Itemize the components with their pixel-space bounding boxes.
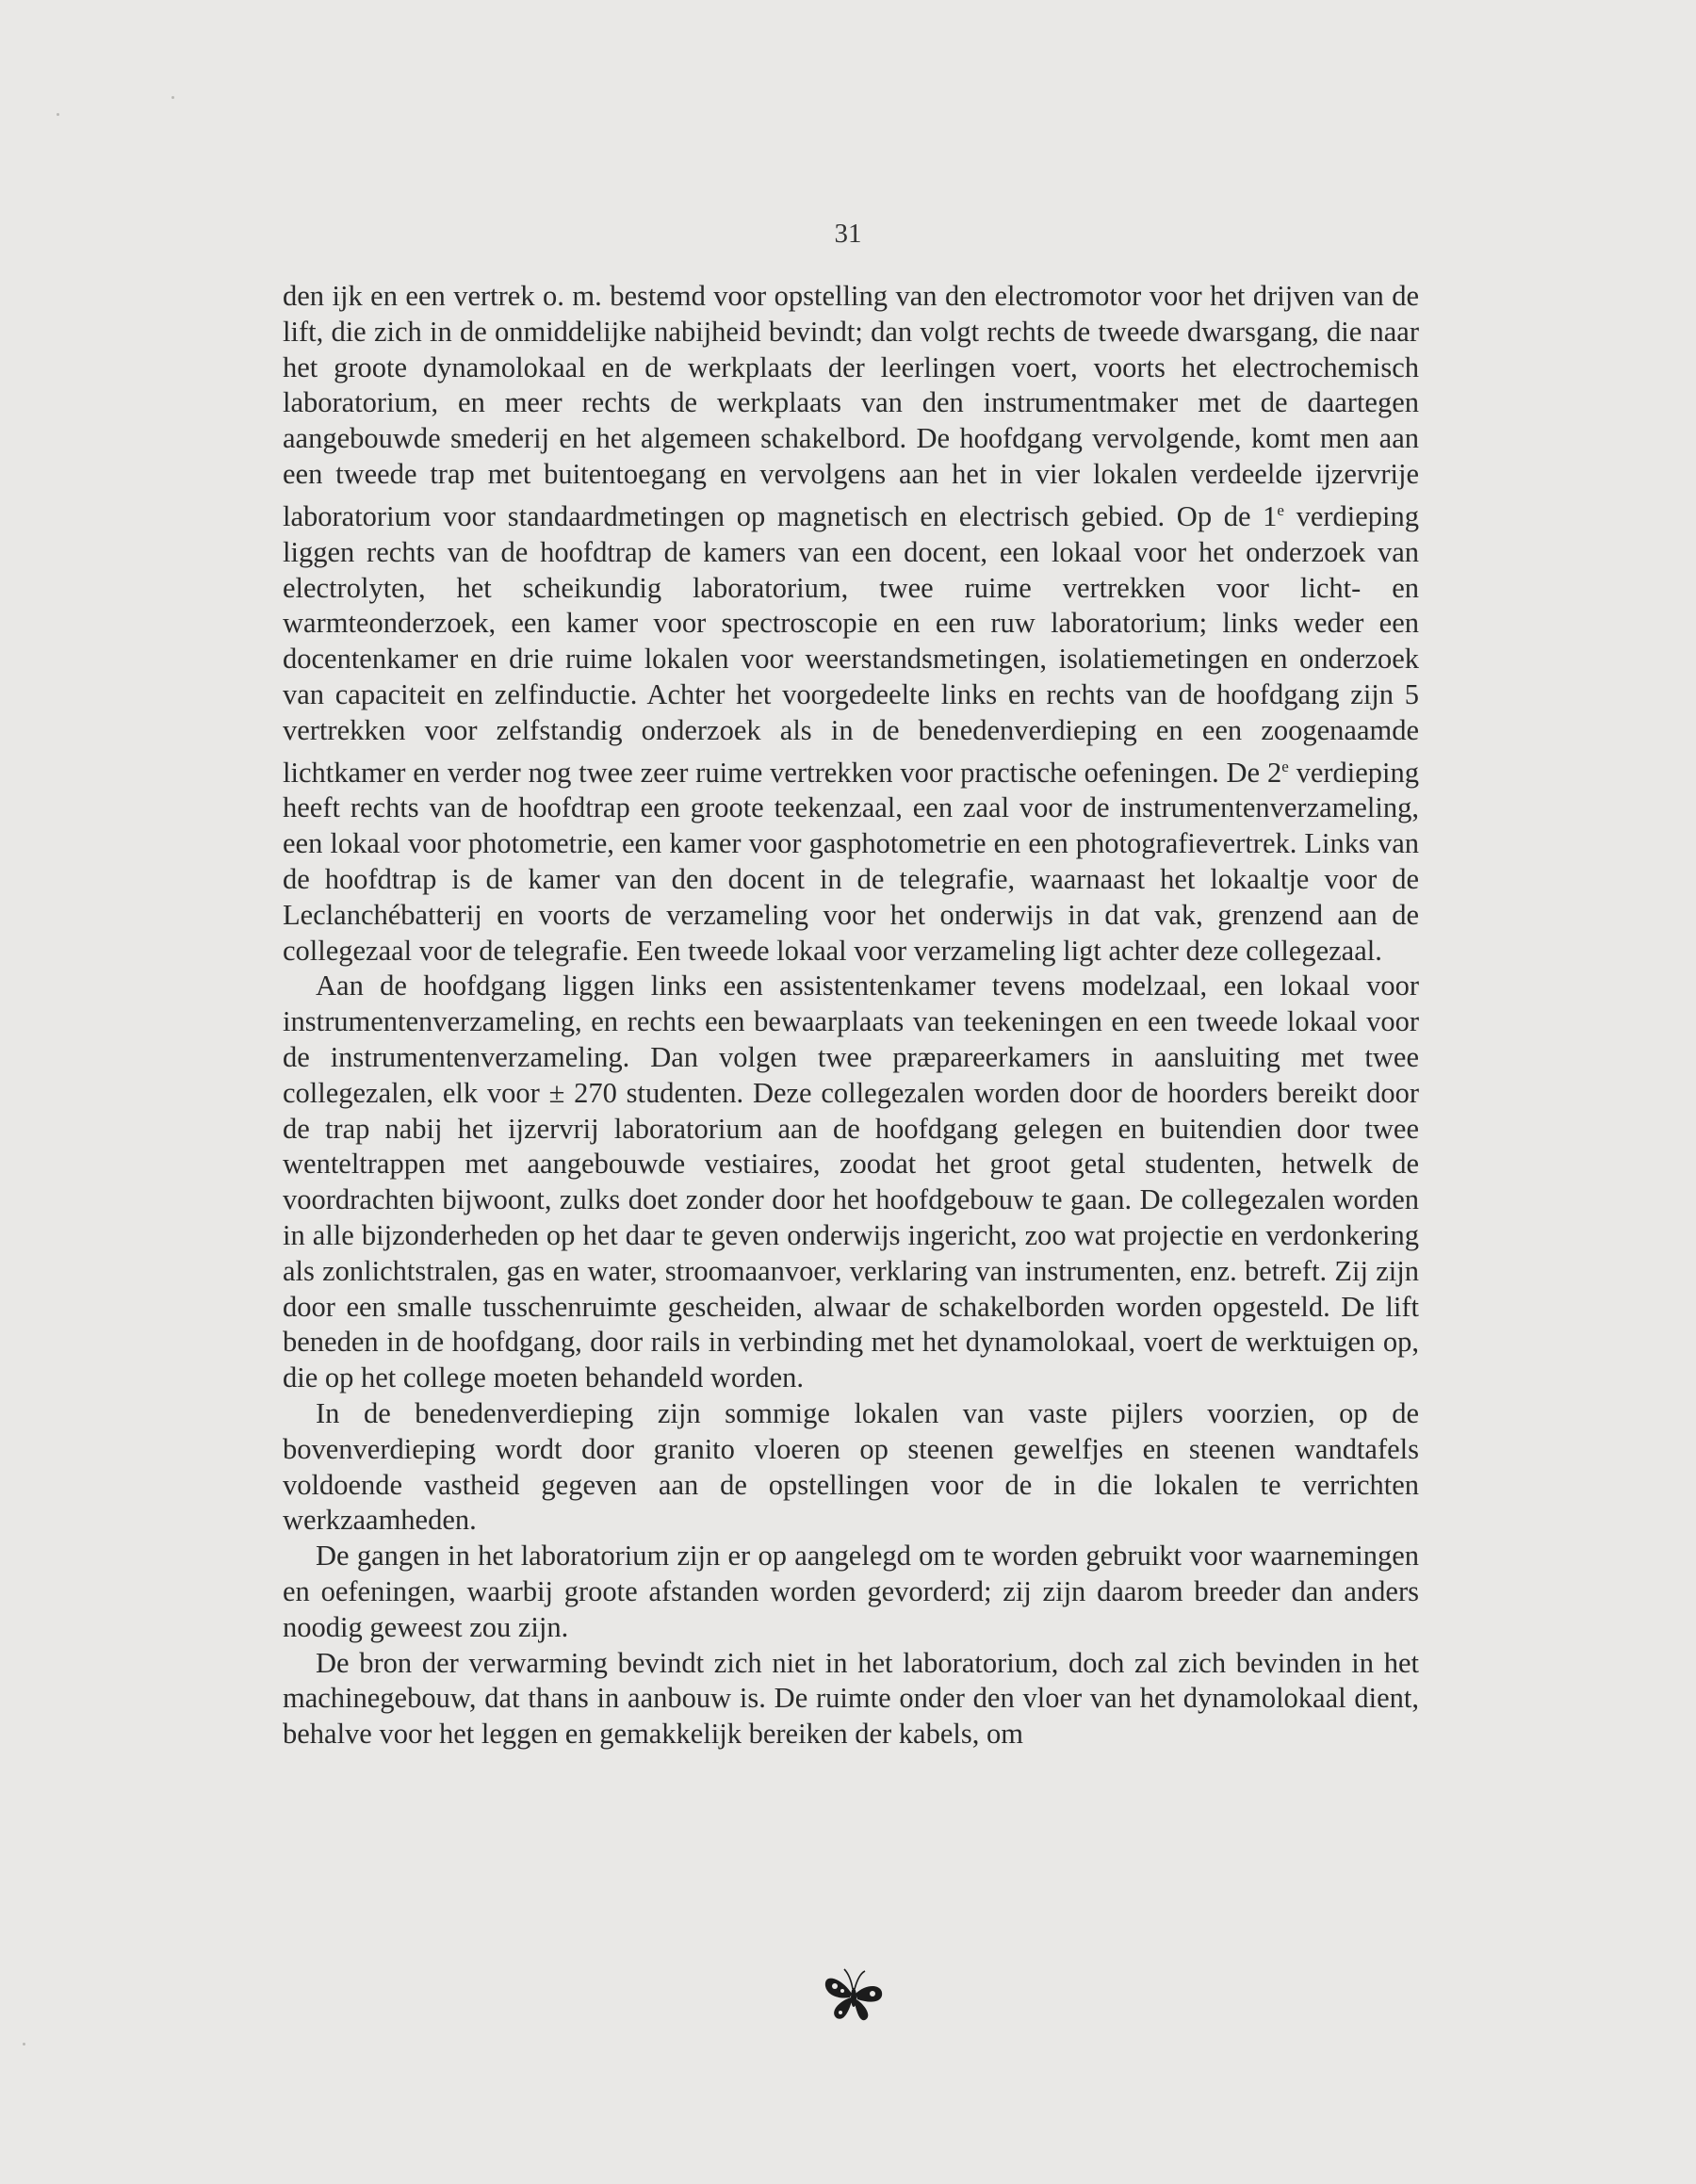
paper-speck [23, 2043, 25, 2045]
paragraph-3: In de benedenverdieping zijn sommige lokalen van vaste pijlers voorzien, op de bovenverdieping wordt door granito vloeren op steenen gewelfjes en steenen wandtafels voldoende vastheid gegeven aan de opstellingen voor de in die lokalen te verrichten werkzaamheden. [283, 1397, 1419, 1537]
paragraph-1-text-a: den ijk en een vertrek o. m. bestemd voor opstelling van den electromotor voor het drijven van de lift, die zich in de onmiddelijke nabijheid bevindt; dan volgt rechts de tweede dwarsgang, die naar het groote dynamolokaal en de werkplaats der leerlingen voert, voorts het electrochemisch laboratorium, en meer rechts de werkplaats van den instrumentmaker met de daartegen aangebouwde smederij en het algemeen schakelbord. De hoofdgang vervolgende, komt men aan een tweede trap met buitentoegang en vervolgens aan het in vier lokalen verdeelde ijzervrije laboratorium voor standaardmetingen op magnetisch en electrisch gebied. Op de [283, 280, 1419, 532]
paragraph-1-text-b: verdieping liggen rechts van de hoofdtrap de kamers van een docent, een lokaal voor het onderzoek van electrolyten, het scheikundig laboratorium, twee ruime vertrekken voor licht- en warmteonderzoek, een kamer voor spectroscopie en een ruw laboratorium; links weder een docentenkamer en drie ruime lokalen voor weerstandsmetingen, isolatiemetingen en onderzoek van capaciteit en zelfinductie. Achter het voorgedeelte links en rechts van de hoofdgang zijn 5 vertrekken voor zelfstandig onderzoek als in de benedenverdieping en een zoogenaamde lichtkamer en verder nog twee zeer ruime vertrekken voor practische oefeningen. De [283, 499, 1419, 789]
butterfly-icon [820, 1965, 888, 2024]
paper-speck [171, 96, 174, 99]
paragraph-4: De gangen in het laboratorium zijn er op aangelegd om te worden gebruikt voor waarnemingen en oefeningen, waarbij groote afstanden worden gevorderd; zij zijn daarom breeder dan anders noodig geweest zou zijn. [283, 1540, 1419, 1643]
paragraph-1 [283, 279, 1419, 969]
page-number: 31 [834, 219, 862, 249]
body-text [283, 279, 1419, 1752]
ordinal-superscript-first: e [1277, 500, 1284, 519]
paragraph-5: De bron der verwarming bevindt zich niet in het laboratorium, doch zal zich bevinden in het machinegebouw, dat thans in aanbouw is. De ruimte onder den vloer van het dynamolokaal dient, behalve voor het leggen en gemakkelijk bereiken der kabels, om [283, 1646, 1419, 1751]
ordinal-number: 1 [1263, 499, 1278, 532]
ordinal-number: 2 [1266, 756, 1282, 789]
paragraph-2: Aan de hoofdgang liggen links een assistentenkamer tevens modelzaal, een lokaal voor instrumentenverzameling, en rechts een bewaarplaats van teekeningen en een tweede lokaal voor de instrumentenverzameling. Dan volgen twee præpareerkamers in aansluiting met twee collegezalen, elk voor ± 270 studenten. Deze collegezalen worden door de hoorders bereikt door de trap nabij het ijzervrij laboratorium aan de hoofdgang gelegen en buitendien door twee wenteltrappen met aangebouwde vestiaires, zoodat het groot getal studenten, hetwelk de voordrachten bijwoont, zulks doet zonder door het hoofdgebouw te gaan. De collegezalen worden in alle bijzonderheden op het daar te geven onderwijs ingericht, zoo wat projectie en verdonkering als zonlichtstralen, gas en water, stroomaanvoer, verklaring van instrumenten, enz. betreft. Zij zijn door een smalle tusschenruimte gescheiden, alwaar de schakelborden worden opgesteld. De lift beneden in de hoofdgang, door rails in verbinding met het dynamolokaal, voert de werktuigen op, die op het college moeten behandeld worden. [283, 970, 1419, 1394]
paper-speck [57, 113, 59, 116]
ordinal-superscript-second: e [1281, 757, 1289, 775]
paragraph-1-text-c: verdieping heeft rechts van de hoofdtrap een groote teekenzaal, een zaal voor de instrumentenverzameling, een lokaal voor photometrie, een kamer voor gasphotometrie en een photografievertrek. Links van de hoofdtrap is de kamer van den docent in de telegrafie, waarnaast het lokaaltje voor de Leclanchébatterij en voorts de verzameling voor het onderwijs in dat vak, grenzend aan de collegezaal voor de telegrafie. Een tweede lokaal voor verzameling ligt achter deze collegezaal. [283, 756, 1419, 967]
